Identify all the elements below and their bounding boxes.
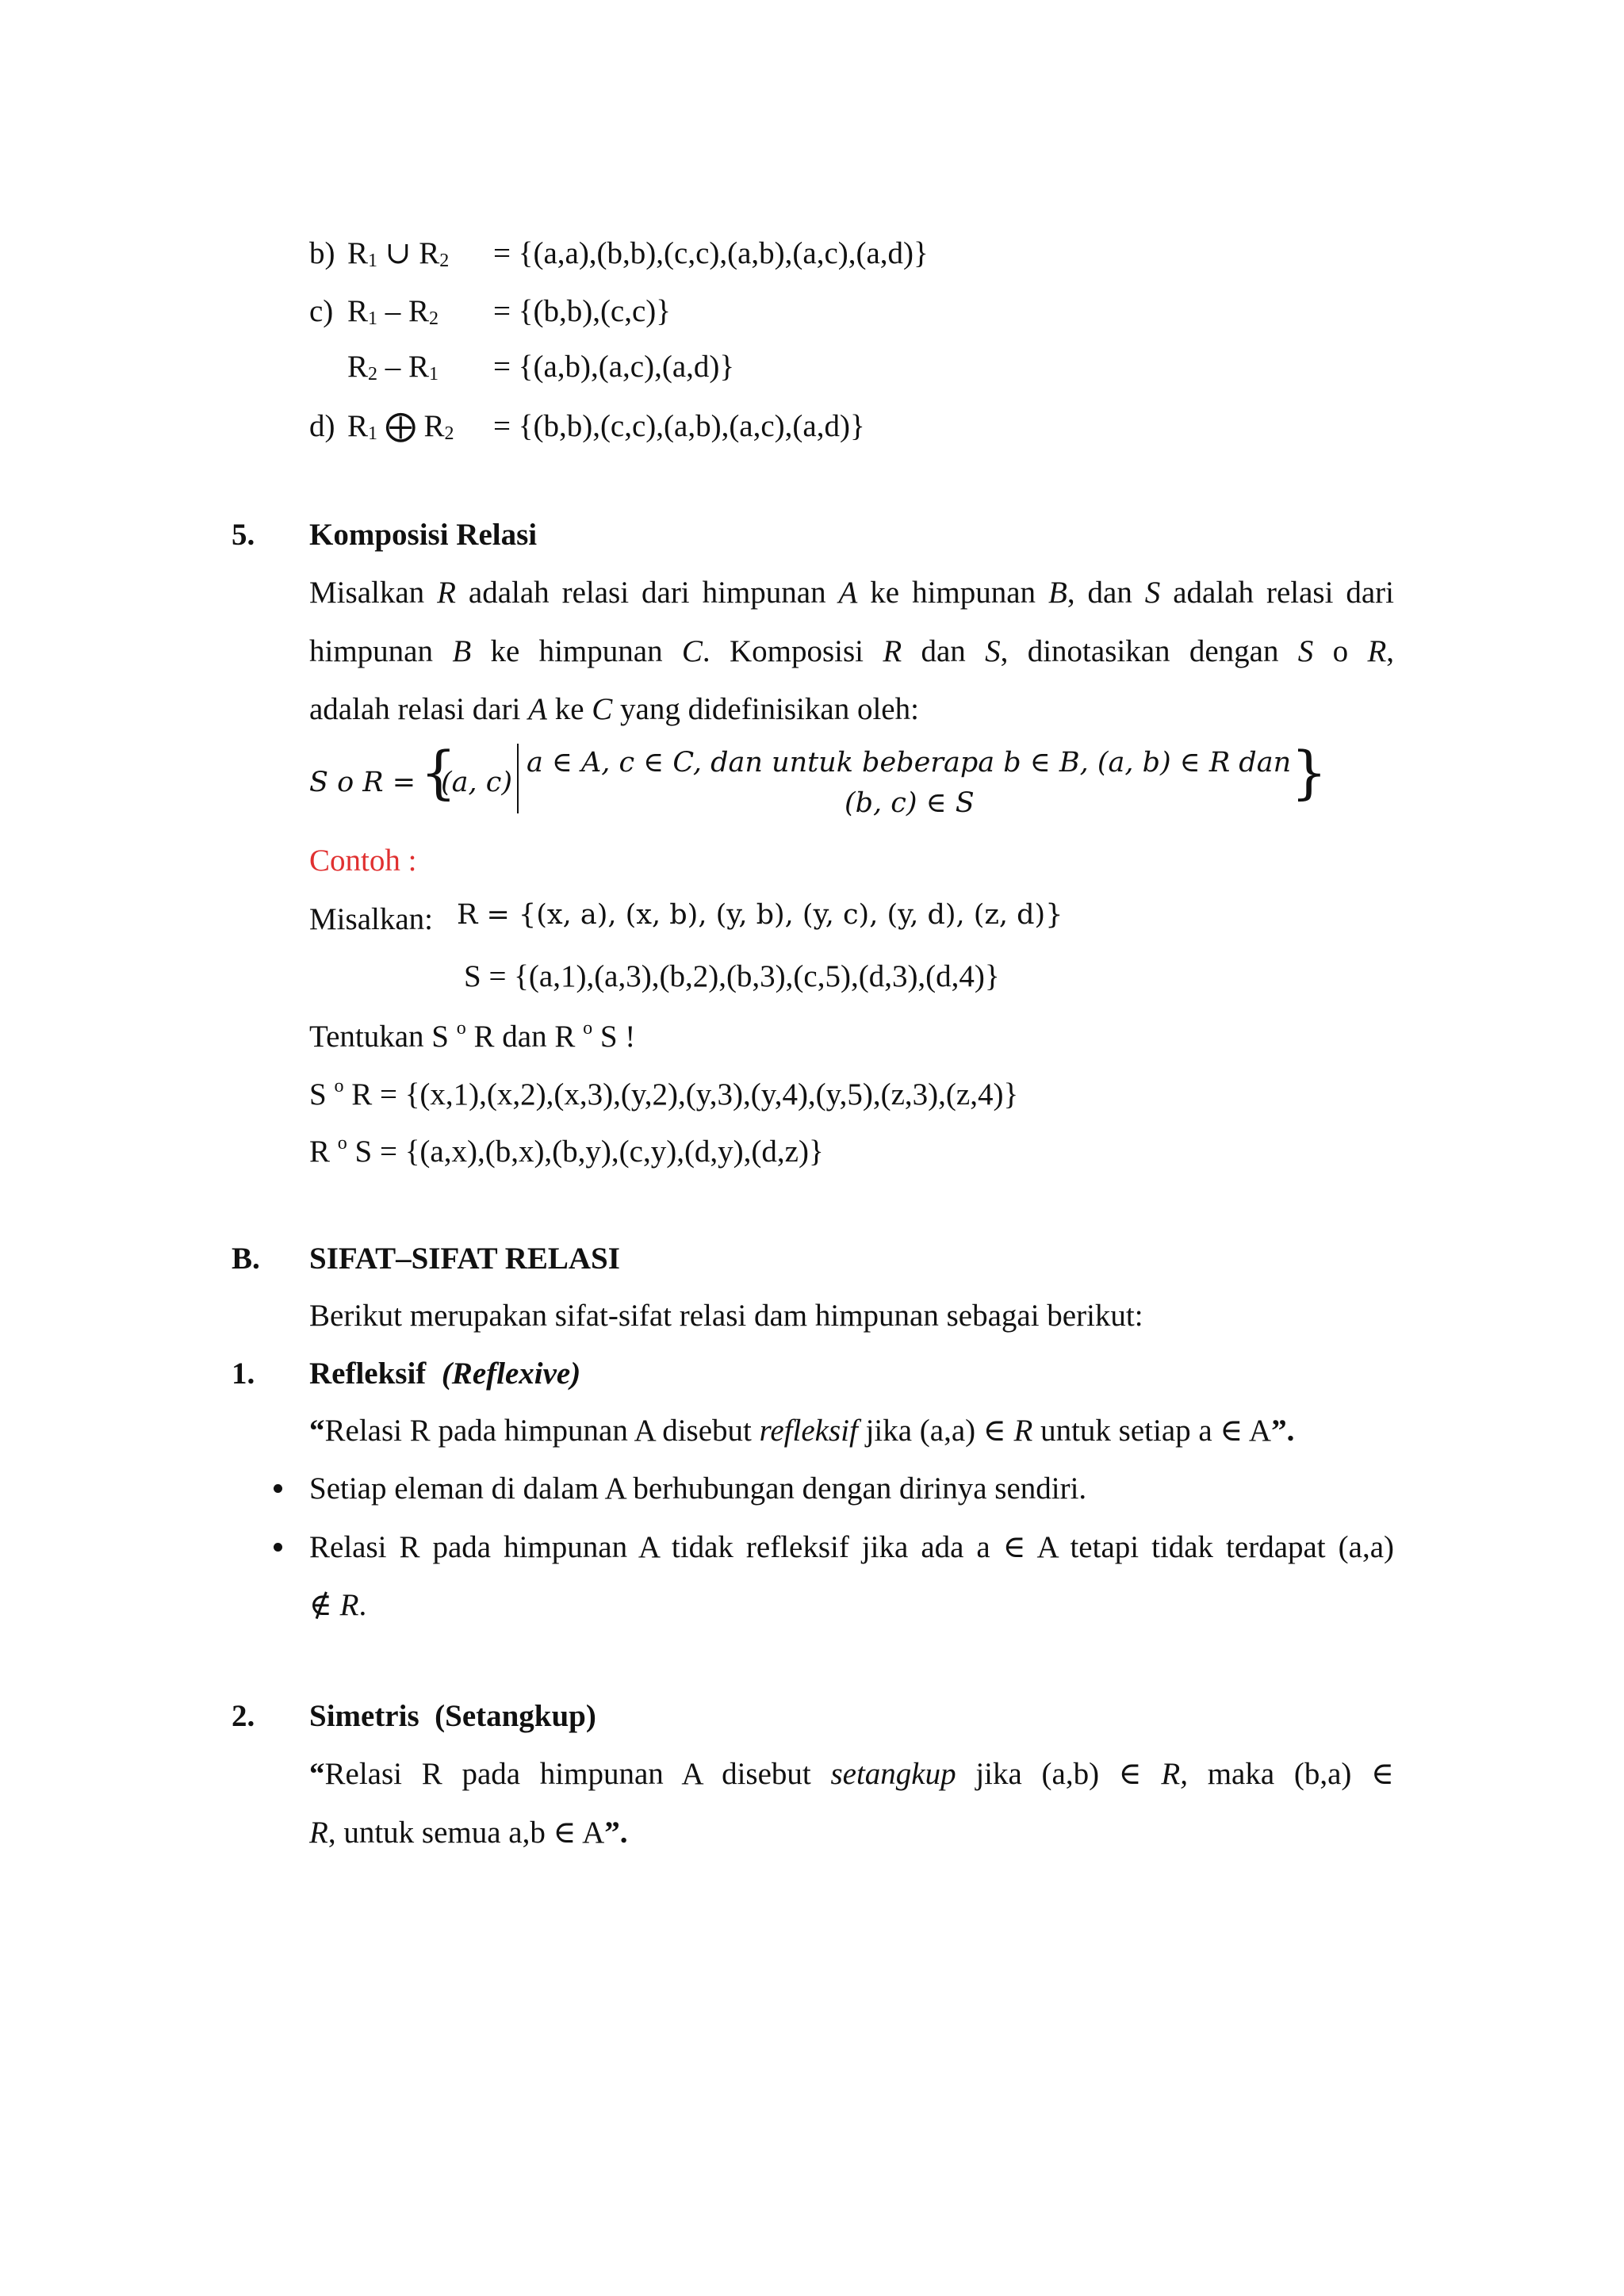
- op-lhs: R1 – R2: [347, 294, 439, 329]
- op-label: c): [309, 294, 334, 328]
- bullet-text-cont: ∉ R.: [309, 1588, 367, 1622]
- item-number: 1.: [232, 1357, 255, 1391]
- op-lhs: R1 ∪ R2: [347, 236, 450, 271]
- section-number: 5.: [232, 518, 255, 552]
- answer-s-o-r: S $^o$ R = {(x,1),(x,2),(x,3),(y,2),(y,3),(y,4),(y,5),(z,3),(z,4)}: [309, 1076, 1019, 1112]
- item-title: Refleksif (Reflexive): [309, 1357, 581, 1391]
- formula-bar: [517, 744, 519, 813]
- definition: “Relasi R pada himpunan A disebut refleksif jika (a,a) ∈ R untuk setiap a ∈ A”.: [309, 1414, 1295, 1448]
- example-relation-s: S = {(a,1),(a,3),(b,2),(b,3),(c,5),(d,3),(d,4)}: [464, 959, 1000, 993]
- bullet-point: [274, 1484, 282, 1493]
- bullet-text: Setiap eleman di dalam A berhubungan dengan dirinya sendiri.: [309, 1471, 1087, 1506]
- op-result: = {(b,b),(c,c)}: [493, 294, 672, 328]
- section-title: Komposisi Relasi: [309, 518, 538, 552]
- formula-condition: a ∈ A, c ∈ C, dan untuk beberapa b ∈ B, (a, b) ∈ R dan: [527, 747, 1292, 779]
- formula-brace-open: {: [420, 739, 457, 806]
- formula-condition: (b, c) ∈ S: [845, 787, 975, 819]
- item-title: Simetris (Setangkup): [309, 1699, 596, 1733]
- paragraph-line: adalah relasi dari A ke C yang didefinisikan oleh:: [309, 692, 919, 726]
- op-label: d): [309, 409, 335, 443]
- item-number: 2.: [232, 1699, 255, 1733]
- op-result: = {(a,a),(b,b),(c,c),(a,b),(a,c),(a,d)}: [493, 236, 929, 270]
- example-task: Tentukan S $^o$ R dan R $^o$ S !: [309, 1018, 636, 1054]
- paragraph-line: Misalkan R adalah relasi dari himpunan A ke himpunan B, dan S adalah relasi dari: [309, 576, 1395, 610]
- paragraph-line: himpunan B ke himpunan C. Komposisi R dan S, dinotasikan dengan S o R,: [309, 634, 1395, 668]
- op-result: = {(b,b),(c,c),(a,b),(a,c),(a,d)}: [493, 409, 865, 443]
- section-title: SIFAT–SIFAT RELASI: [309, 1242, 620, 1276]
- section-intro: Berikut merupakan sifat-sifat relasi dam himpunan sebagai berikut:: [309, 1299, 1143, 1333]
- answer-r-o-s: R $^o$ S = {(a,x),(b,x),(b,y),(c,y),(d,y),(d,z)}: [309, 1133, 824, 1169]
- op-label: b): [309, 236, 335, 270]
- op-result: = {(a,b),(a,c),(a,d)}: [493, 350, 735, 384]
- bullet-point: [274, 1543, 282, 1552]
- formula-lhs: S o R =: [309, 767, 416, 798]
- section-letter: B.: [232, 1242, 260, 1276]
- formula-brace-close: }: [1291, 739, 1327, 806]
- op-lhs: R1 ⨁ R2: [347, 409, 454, 444]
- definition: “Relasi R pada himpunan A disebut setangkup jika (a,b) ∈ R, maka (b,a) ∈: [309, 1757, 1394, 1791]
- op-lhs: R2 – R1: [347, 350, 439, 385]
- definition-cont: R, untuk semua a,b ∈ A”.: [309, 1816, 628, 1850]
- formula-pair: (a, c): [441, 767, 513, 798]
- example-label: Contoh :: [309, 844, 417, 878]
- bullet-text: Relasi R pada himpunan A tidak refleksif jika ada a ∈ A tetapi tidak terdapat (a,a): [309, 1530, 1394, 1564]
- example-relation-r: Misalkan: R = {(x, a), (x, b), (y, b), (y, c), (y, d), (z, d)}: [309, 899, 1063, 936]
